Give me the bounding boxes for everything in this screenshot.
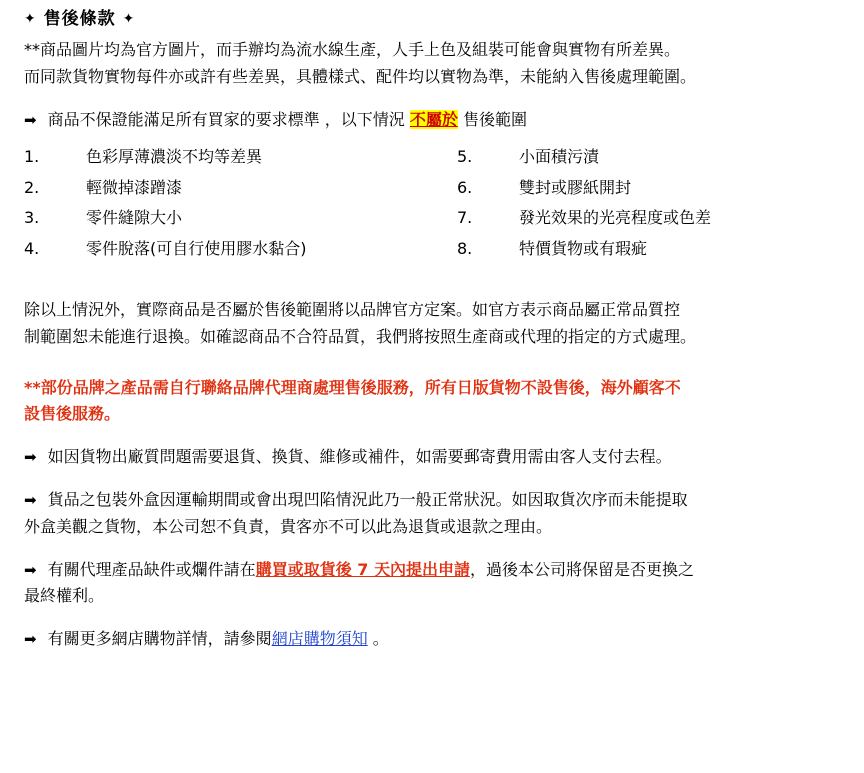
list-item-number: 2. [24, 177, 40, 197]
claim-emphasis: 購買或取貨後 7 天內提出申請 [255, 559, 470, 579]
more-info-text-after: 。 [372, 629, 389, 649]
list-item [24, 206, 435, 231]
exclusion-column-right [435, 145, 846, 268]
claim-text-before: 有關代理產品缺件或爛件請在 [47, 559, 256, 579]
list-item-label: 輕微掉漆蹭漆 [86, 177, 183, 197]
packaging-paragraph [24, 488, 846, 540]
notice-highlight: 不屬於 [409, 109, 458, 129]
shipping-paragraph [24, 445, 846, 470]
notice-text-before: 商品不保證能滿足所有買家的要求標準 ，以下情況 [47, 109, 405, 129]
list-item-number: 3. [24, 208, 40, 228]
shipping-text: 如因貨物出廠質問題需要退貨、換貨、維修或補件，如需要郵寄費用需由客人支付去程。 [47, 447, 672, 467]
list-item-label: 色彩厚薄濃淡不均等差異 [86, 146, 263, 166]
policy-line-1: 除以上情況外，實際商品是否屬於售後範圍將以品牌官方定案。如官方表示商品屬正常品質控 [24, 299, 681, 319]
claim-paragraph [24, 558, 846, 610]
diamond-left-icon: ✦ [24, 11, 37, 27]
intro-line-2: 而同款貨物實物每件亦或許有些差異，具體樣式、配件均以實物為準，未能納入售後處理範圍。 [24, 67, 697, 87]
list-item-label: 零件脫落(可自行使用膠水黏合) [86, 239, 307, 259]
arrow-icon: ➡ [24, 490, 37, 509]
list-item [457, 206, 846, 231]
agent-notice-line-2: 設售後服務。 [24, 404, 121, 424]
list-item [457, 176, 846, 201]
list-item-number: 5. [457, 146, 473, 166]
claim-line-2: 最終權利。 [24, 586, 105, 606]
list-item-number: 7. [457, 208, 473, 228]
list-item-label: 特價貨物或有瑕疵 [519, 239, 648, 259]
notice-text-after: 售後範圍 [462, 109, 527, 129]
spacer [24, 480, 846, 488]
claim-text-after: ，過後本公司將保留是否更換之 [469, 559, 694, 579]
list-item-label: 零件縫隙大小 [86, 208, 183, 228]
arrow-icon: ➡ [24, 560, 37, 579]
intro-paragraph [24, 38, 846, 90]
more-info-text-before: 有關更多網店購物詳情，請參閱 [47, 629, 272, 649]
packaging-line-1 [24, 488, 846, 513]
list-item [457, 145, 846, 170]
arrow-icon: ➡ [24, 630, 37, 649]
list-item [457, 237, 846, 262]
spacer [24, 437, 846, 445]
claim-line-1 [24, 558, 846, 583]
list-item-number: 8. [457, 239, 473, 259]
list-item-label: 小面積污漬 [519, 146, 600, 166]
packaging-text-1: 貨品之包裝外盒因運輸期間或會出現凹陷情況此乃一般正常狀況。如因取貨次序而未能提取 [47, 489, 688, 509]
agent-notice-paragraph [24, 376, 846, 428]
spacer [24, 619, 846, 627]
intro-line-1: **商品圖片均為官方圖片，而手辦均為流水線生產，人手上色及組裝可能會與實物有所差異。 [24, 40, 681, 60]
list-item-number: 4. [24, 239, 40, 259]
list-item [24, 145, 435, 170]
page-title-text: 售後條款 [43, 9, 116, 29]
exclusion-column-left [24, 145, 435, 268]
diamond-right-icon: ✦ [122, 11, 136, 27]
packaging-line-2: 外盒美觀之貨物，本公司恕不負責，貴客亦不可以此為退貨或退款之理由。 [24, 516, 553, 536]
list-item-number: 6. [457, 177, 473, 197]
list-item-label: 雙封或膠紙開封 [519, 177, 632, 197]
arrow-icon: ➡ [24, 110, 37, 129]
notice-paragraph [24, 108, 846, 133]
agent-notice-line-1: **部份品牌之產品需自行聯絡品牌代理商處理售後服務，所有日版貨物不設售後，海外顧客不 [24, 377, 681, 397]
spacer [24, 360, 846, 376]
exclusion-list [24, 145, 846, 268]
list-item [24, 237, 435, 262]
shop-notice-link[interactable]: 網店購物須知 [271, 629, 368, 649]
arrow-icon: ➡ [24, 448, 37, 467]
page-title [24, 6, 846, 32]
policy-line-2: 制範圍恕未能進行退換。如確認商品不合符品質，我們將按照生產商或代理的指定的方式處理。 [24, 326, 697, 346]
list-item [24, 176, 435, 201]
policy-paragraph [24, 298, 846, 350]
spacer [24, 100, 846, 108]
spacer [24, 550, 846, 558]
list-item-label: 發光效果的光亮程度或色差 [519, 208, 712, 228]
list-item-number: 1. [24, 146, 40, 166]
more-info-paragraph [24, 627, 846, 652]
spacer [24, 272, 846, 298]
